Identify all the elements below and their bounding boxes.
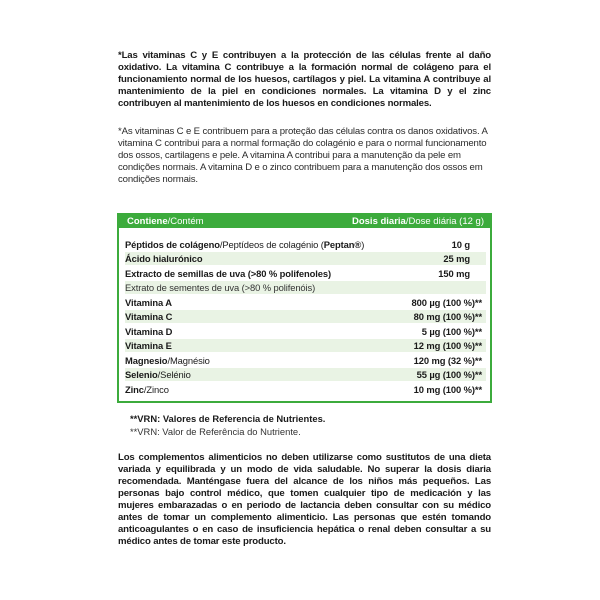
table-row: Vitamina C 80 mg (100 %)**	[125, 310, 486, 323]
claims-paragraph-es: *Las vitaminas C y E contribuyen a la protección de las células frente al daño oxidativo. La vitamina C contribuye a la formación normal de colágeno para el funcionamiento normal de los huesos, cartílagos y piel. La vitamina A contribuye al mantenimiento de la piel en condiciones normales. La vitamina D y el zinc contribuyen al mantenimiento de los huesos en condiciones normales.	[118, 50, 491, 109]
table-row: Vitamina D 5 µg (100 %)**	[125, 326, 482, 337]
table-row: Selenio/Selénio 55 µg (100 %)**	[125, 368, 486, 381]
header-contents: Contiene/Contém	[127, 216, 204, 227]
table-row: Extracto de semillas de uva (>80 % polifenoles) 150 mg	[125, 268, 470, 279]
warning-paragraph-es: Los complementos alimenticios no deben utilizarse como sustitutos de una dieta variada y equilibrada y un modo de vida saludable. No superar la dosis diaria recomendada. Manténgase fuera del alcance de los niños más pequeños. Las personas bajo control médico, que tomen cualquier tipo de medicación y las mujeres embarazadas o en periodo de lactancia deben consultar con su médico antes de tomar un complemento alimenticio. Las personas que estén tomando anticoagulantes o en caso de insuficiencia hepática o renal deben consultar a su médico antes de tomar este producto.	[118, 452, 491, 547]
table-header	[119, 215, 490, 228]
table-row: Vitamina A 800 µg (100 %)**	[125, 297, 482, 308]
claims-paragraph-pt: *As vitaminas C e E contribuem para a proteção das células contra os danos oxidativos. A vitamina C contribui para a normal formação do colagénio e para o normal funcionamento dos ossos, cartilagens e pele. A vitamina A contribui para a manutenção da pele em condições normais. A vitamina D e o zinco contribuem para a manutenção dos ossos em condições normais.	[118, 126, 488, 185]
nutrition-table	[117, 213, 492, 403]
table-row: Extrato de sementes de uva (>80 % polifenóis)	[125, 281, 486, 294]
vrn-note-es: **VRN: Valores de Referencia de Nutrientes.	[130, 413, 326, 424]
header-daily-dose: Dosis diaria/Dose diária (12 g)	[351, 216, 484, 227]
table-row: Magnesio/Magnésio 120 mg (32 %)**	[125, 355, 482, 366]
table-row: Ácido hialurónico 25 mg	[125, 252, 486, 265]
table-row: Zinc/Zinco 10 mg (100 %)**	[125, 384, 482, 395]
vrn-note-pt: **VRN: Valor de Referência do Nutriente.	[130, 426, 301, 437]
table-row: Vitamina E 12 mg (100 %)**	[125, 339, 486, 352]
table-row: Péptidos de colágeno/Peptídeos de colagénio (Peptan®) 10 g	[125, 239, 470, 250]
